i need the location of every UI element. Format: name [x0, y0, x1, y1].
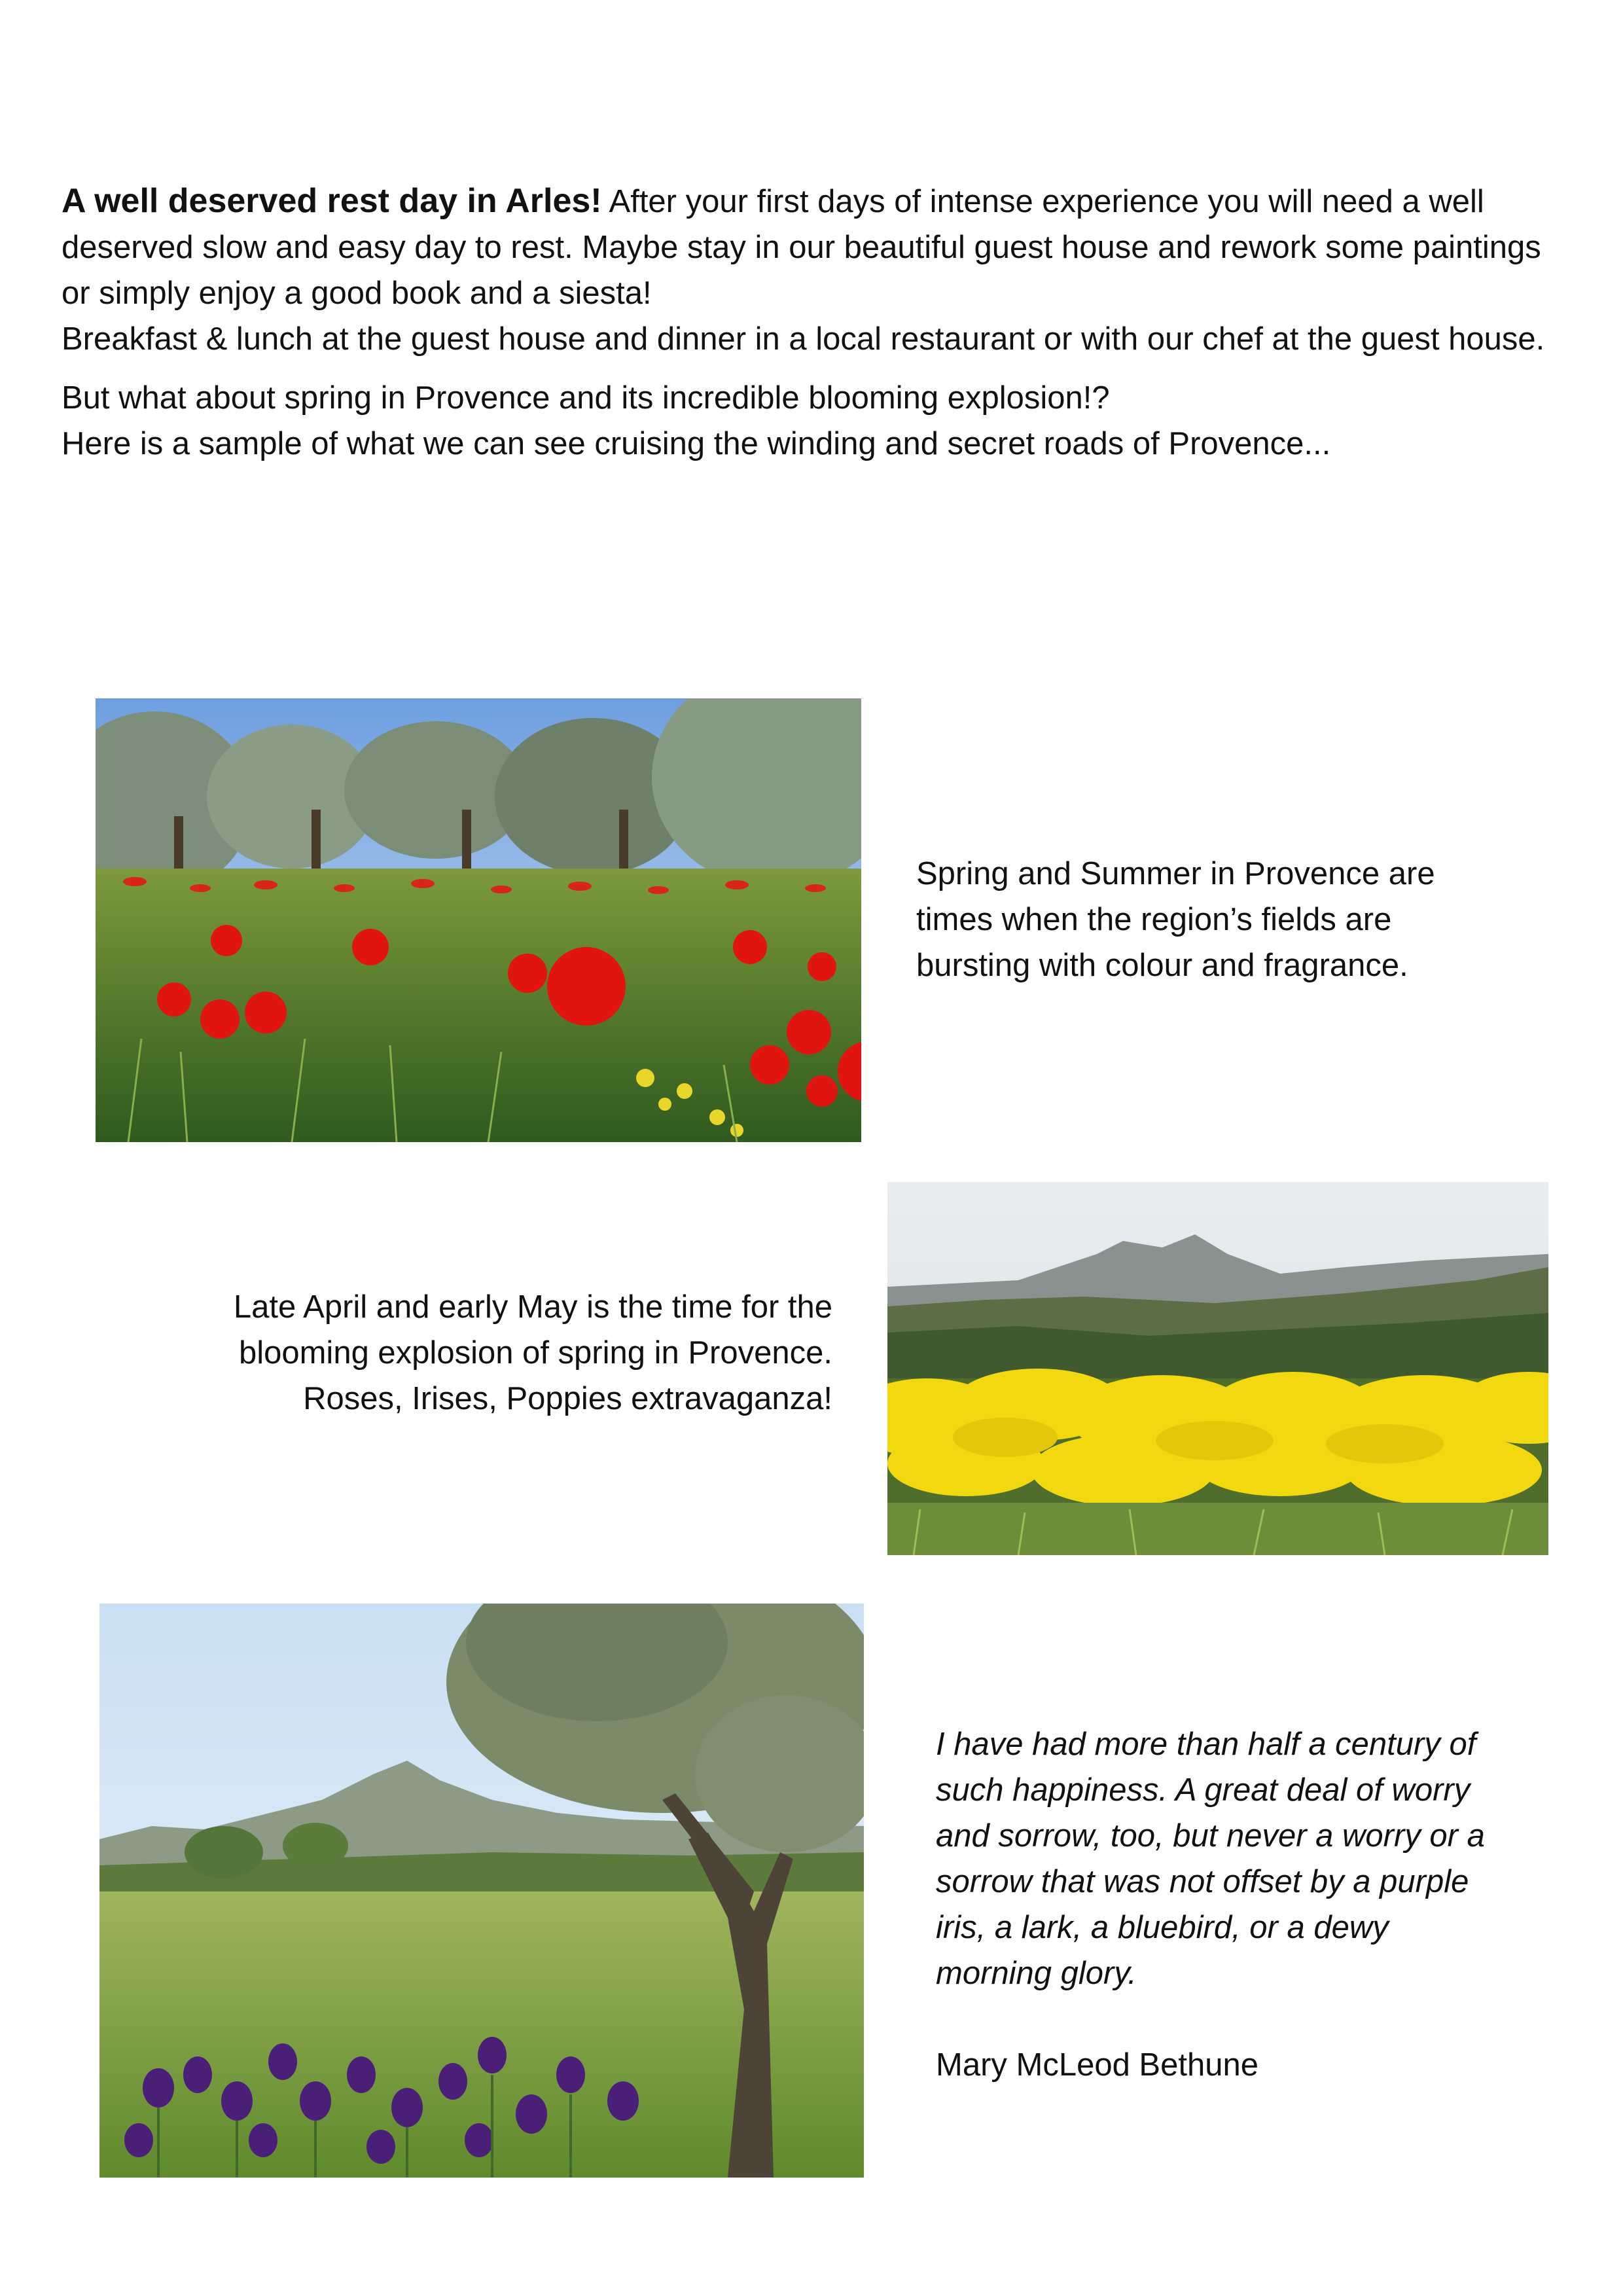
caption-line: Roses, Irises, Poppies extravaganza! [303, 1381, 832, 1416]
intro-paragraph-2 [62, 375, 1567, 467]
caption-spring-summer [916, 851, 1571, 988]
quote-line: such happiness. A great deal of worry [936, 1772, 1471, 1808]
intro-heading: A well deserved rest day in Arles! [62, 182, 602, 220]
caption-late-april [65, 1284, 832, 1422]
yellow-broom-image [887, 1182, 1548, 1555]
caption-line: Spring and Summer in Provence are [916, 856, 1435, 891]
poppy-field-image [96, 698, 861, 1142]
caption-line: times when the region’s fields are [916, 902, 1392, 937]
caption-line: bursting with colour and fragrance. [916, 948, 1408, 983]
quote-line: I have had more than half a century of [936, 1727, 1476, 1762]
yellow-broom-photo [887, 1182, 1548, 1555]
intro-paragraph-1 [62, 178, 1567, 362]
olive-tree-irises-photo [99, 1604, 864, 2178]
quote-line: morning glory. [936, 1956, 1137, 1991]
quote-block [936, 1721, 1590, 2088]
intro-text-2: Breakfast & lunch at the guest house and dinner in a local restaurant or with our chef at the guest house. [62, 321, 1545, 357]
caption-line: blooming explosion of spring in Provence. [238, 1335, 832, 1371]
quote-author: Mary McLeod Bethune [936, 2047, 1258, 2083]
intro-text-1: After your first days of intense experience you will need a well deserved slow and easy day to rest. Maybe stay in our beautiful guest house and rework some paintings or simply enjoy a good book and a siesta! [62, 184, 1541, 311]
quote-line: iris, a lark, a bluebird, or a dewy [936, 1910, 1389, 1945]
poppy-field-photo [96, 698, 861, 1142]
intro-text-3: But what about spring in Provence and its incredible blooming explosion!? [62, 380, 1110, 416]
caption-line: Late April and early May is the time for the [233, 1289, 832, 1325]
intro-text-4: Here is a sample of what we can see cruising the winding and secret roads of Provence... [62, 426, 1331, 461]
olive-tree-irises-image [99, 1604, 864, 2178]
quote-line: and sorrow, too, but never a worry or a [936, 1818, 1485, 1854]
quote-line: sorrow that was not offset by a purple [936, 1864, 1469, 1899]
intro-text [62, 178, 1567, 467]
